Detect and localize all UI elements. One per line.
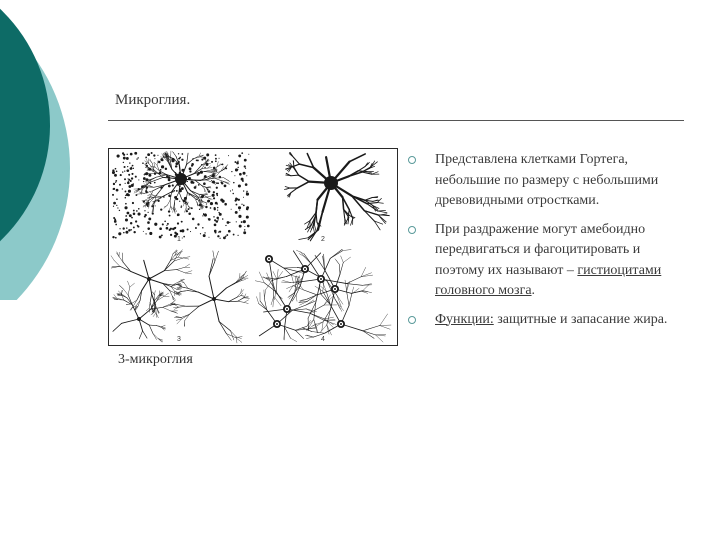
title-divider (108, 120, 684, 121)
panel-label-3: 3 (177, 336, 181, 343)
decorative-circles (0, 0, 100, 300)
panel-3-microglia (111, 250, 249, 343)
panel-label-2: 2 (321, 236, 325, 243)
slide-title: Микроглия. (115, 92, 191, 108)
underlined-term: гистиоцитами головного мозга (435, 262, 662, 298)
panel-4-microglia (255, 249, 391, 342)
panel-2-microglia (284, 152, 389, 240)
underlined-term: Функции: (435, 311, 494, 327)
bullet-text: защитные и запасание жира. (493, 311, 668, 327)
microglia-illustration (109, 149, 397, 345)
microglia-figure (108, 148, 398, 346)
bullet-list (406, 150, 682, 338)
figure-caption: 3-микроглия (118, 352, 193, 367)
bullet-circle-icon (408, 156, 416, 164)
bullet-text: При раздражение могут амебоидно передвигаться и фагоцитировать и поэтому их называют – (435, 221, 646, 278)
bullet-item (406, 150, 682, 212)
bullet-text: Представлена клетками Гортега, небольшие по размеру с небольшими древовидными отростками. (435, 152, 659, 208)
bullet-circle-icon (408, 226, 416, 234)
bullet-circle-icon (408, 316, 416, 324)
bullet-item (406, 310, 682, 331)
panel-label-4: 4 (321, 336, 325, 343)
bullet-item (406, 220, 682, 302)
bullet-text-end: . (531, 283, 536, 298)
panel-1-microglia (112, 151, 250, 239)
panel-label-1: 1 (177, 236, 181, 243)
